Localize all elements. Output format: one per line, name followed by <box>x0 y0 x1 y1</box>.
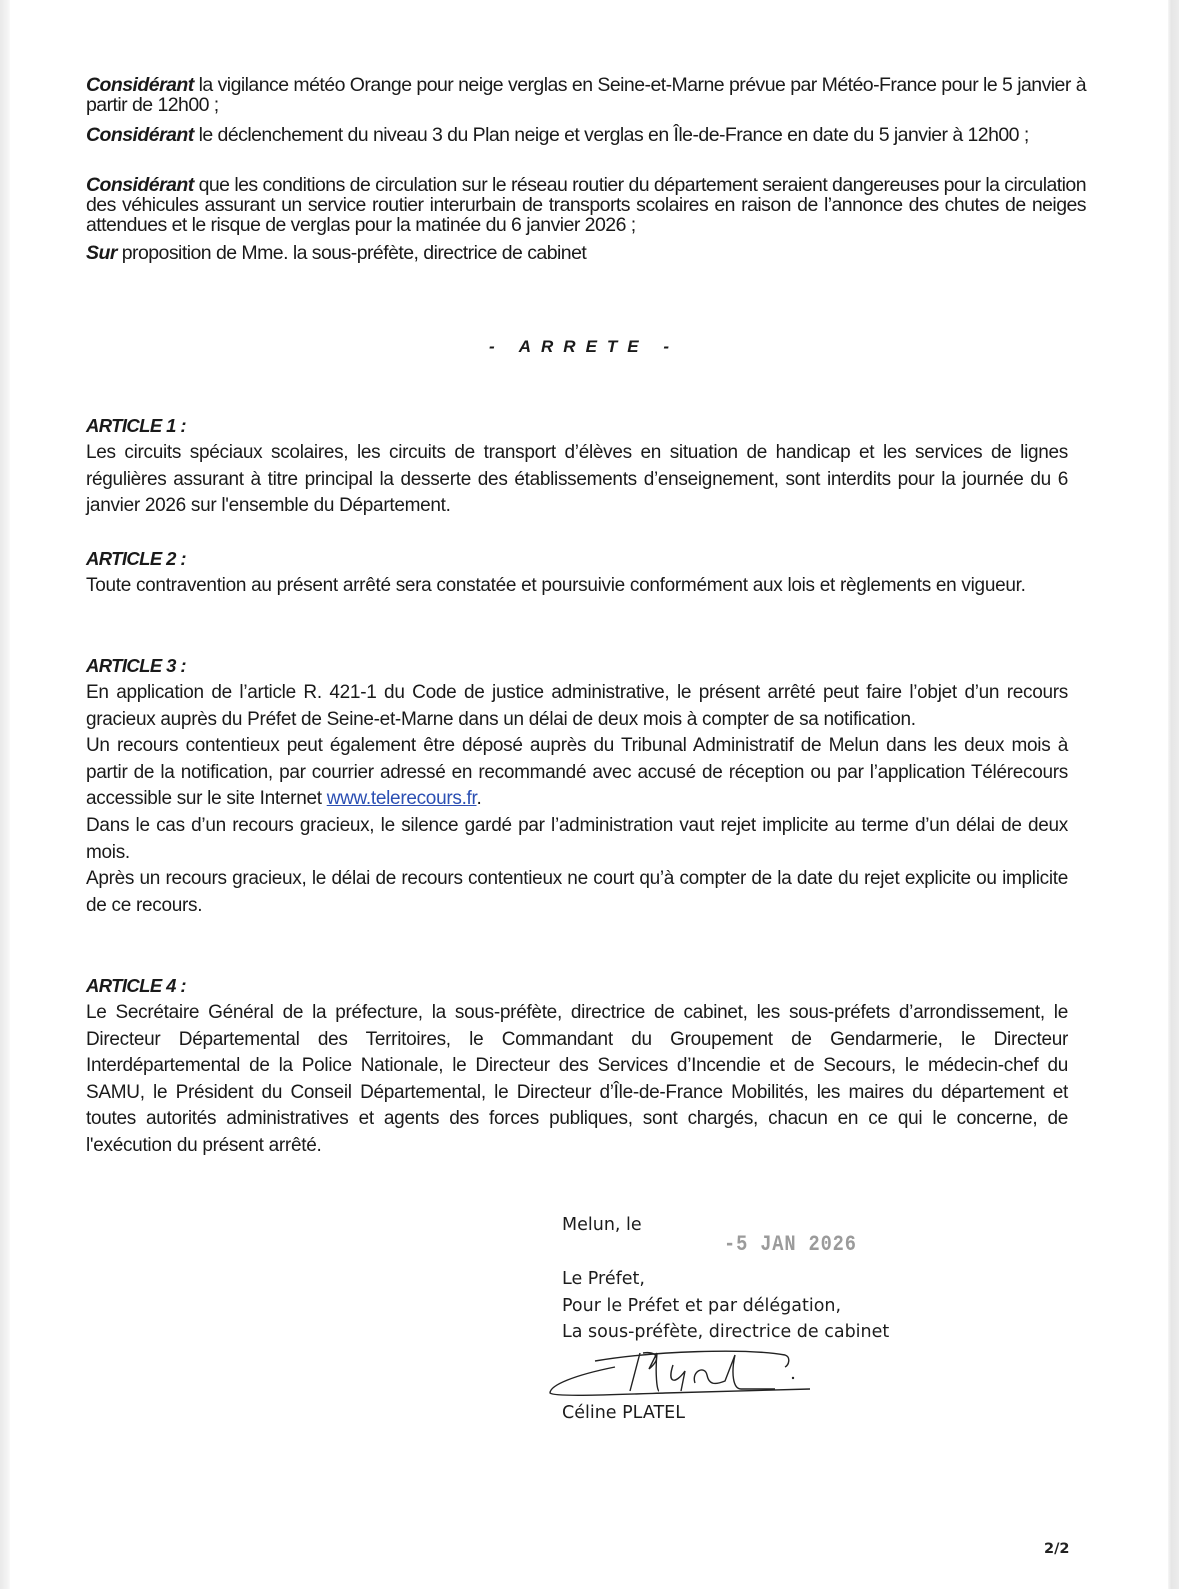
signatory-name: Céline PLATEL <box>562 1403 685 1423</box>
article-3-body <box>86 680 1068 919</box>
date-stamp: -5 JAN 2026 <box>724 1232 857 1257</box>
article-paragraph: Les circuits spéciaux scolaires, les circuits de transport d’élèves en situation de handicap et les services de lignes régulières assurant à titre principal la desserte des établissements d’enseignement, sont interdits pour la journée du 6 janvier 2026 sur l'ensemble du Département. <box>86 442 1068 517</box>
telerecours-link[interactable]: www.telerecours.fr <box>326 788 477 810</box>
article-4-body <box>86 1000 1068 1160</box>
article-paragraph: En application de l’article R. 421-1 du Code de justice administrative, le présent arrêté peut faire l’objet d’un recours gracieux auprès du Préfet de Seine-et-Marne dans un délai de deux mois à compter de sa notification. <box>86 682 1068 730</box>
article-1-body <box>86 440 1068 520</box>
considerant-lead: Sur <box>86 242 117 264</box>
arrete-heading: - ARRETE - <box>488 337 680 356</box>
considerant-text: proposition de Mme. la sous-préfète, directrice de cabinet <box>116 242 587 264</box>
article-3-title: ARTICLE 3 : <box>86 655 186 676</box>
considerant-2 <box>86 125 1086 145</box>
considerant-1 <box>86 75 1086 115</box>
article-paragraph: Après un recours gracieux, le délai de recours contentieux ne court qu’à compter de la date du rejet explicite ou implicite de ce recours. <box>86 868 1068 916</box>
signature-place: Melun, le <box>562 1215 642 1235</box>
considerant-lead: Considérant <box>86 74 194 96</box>
considerant-text: la vigilance météo Orange pour neige verglas en Seine-et-Marne prévue par Météo-France pour le 5 janvier à partir de 12h00 ; <box>86 74 1086 116</box>
sur-proposition <box>86 243 1086 263</box>
link-suffix: . <box>476 788 482 810</box>
signature-title: Le Préfet, <box>562 1269 645 1289</box>
article-paragraph: Dans le cas d’un recours gracieux, le silence gardé par l’administration vaut rejet implicite au terme d’un délai de deux mois. <box>86 814 1068 863</box>
considerant-text: que les conditions de circulation sur le réseau routier du département seraient dangereuses pour la circulation des véhicules assurant un service routier interurbain de transports scolaires en raison de l’annonce des chutes de neiges attendues et le risque de verglas pour la matinée du 6 janvier 2026 ; <box>86 174 1087 236</box>
considerant-lead: Considérant <box>86 174 194 196</box>
article-paragraph: Le Secrétaire Général de la préfecture, la sous-préfète, directrice de cabinet, les sous-préfets d’arrondissement, le Directeur Départemental des Territoires, le Commandant du Groupement de Gendarmerie, le Directeur Interdépartemental de la Police Nationale, le Directeur des Services d’Incendie et de Secours, le médecin-chef du SAMU, le Président du Conseil Départemental, le Directeur d’Île-de-France Mobilités, les maires du département et toutes autorités administratives et agents des forces publiques, sont chargés, chacun en ce qui le concerne, de l'exécution du présent arrêté. <box>86 1002 1068 1156</box>
page-edge-right <box>1168 0 1179 1589</box>
article-1-title: ARTICLE 1 : <box>86 415 186 436</box>
signature-delegation: Pour le Préfet et par délégation, <box>562 1296 842 1316</box>
article-paragraph-text: Un recours contentieux peut également être déposé auprès du Tribunal Administratif de Melun dans les deux mois à partir de la notification, par courrier adressé en recommandé avec accusé de réception ou par l’application Télérecours accessible sur le site Internet <box>86 735 1068 810</box>
signature-role: La sous-préfète, directrice de cabinet <box>562 1322 890 1342</box>
page-number: 2/2 <box>1044 1541 1070 1557</box>
considerant-lead: Considérant <box>86 124 194 146</box>
article-paragraph <box>86 733 1068 813</box>
article-2-body <box>86 573 1068 600</box>
considerant-3 <box>86 175 1086 235</box>
handwritten-signature <box>545 1343 820 1403</box>
considerant-text: le déclenchement du niveau 3 du Plan neige et verglas en Île-de-France en date du 5 janvier à 12h00 ; <box>193 124 1029 146</box>
page-edge-left <box>0 0 10 1589</box>
article-4-title: ARTICLE 4 : <box>86 975 186 996</box>
article-paragraph: Toute contravention au présent arrêté sera constatée et poursuivie conformément aux lois et règlements en vigueur. <box>86 575 1026 596</box>
article-2-title: ARTICLE 2 : <box>86 548 186 569</box>
